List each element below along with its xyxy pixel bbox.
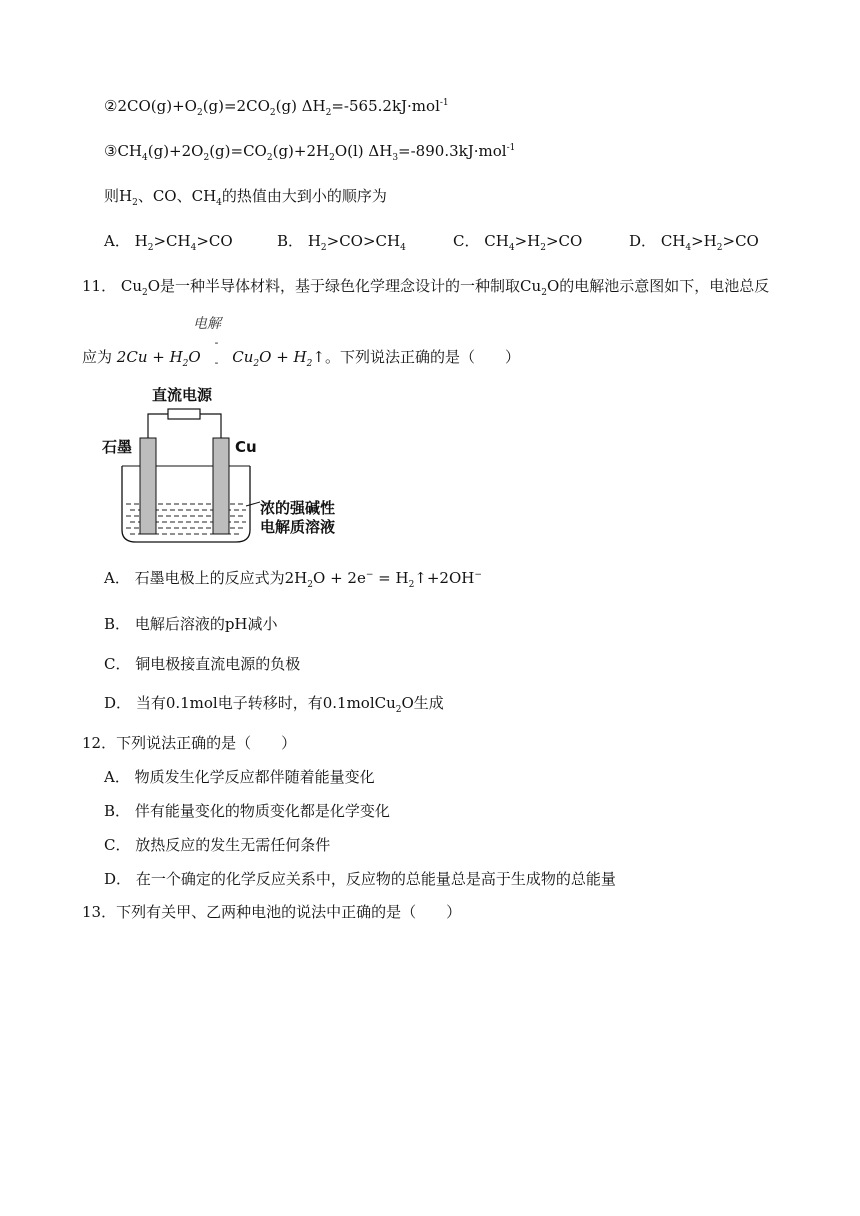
option-text: 石墨电极上的反应式为2H xyxy=(134,569,308,587)
subscript: 2 xyxy=(142,288,148,298)
option-text: = H xyxy=(373,569,409,587)
q12-option-c[interactable] xyxy=(104,834,330,855)
option-text: H xyxy=(307,232,321,250)
subscript: 2 xyxy=(306,359,313,369)
option-label: C． xyxy=(453,232,480,250)
option-label: A． xyxy=(104,768,130,786)
circled-number: ③ xyxy=(104,142,118,160)
subscript: 2 xyxy=(132,198,138,208)
q10-option-d[interactable] xyxy=(629,230,759,251)
subscript: 2 xyxy=(147,243,154,253)
subscript: 2 xyxy=(266,153,273,163)
copper-electrode-label: Cu xyxy=(235,438,257,456)
stem-text: ↑。下列说法正确的是（ ） xyxy=(312,348,520,366)
q10-option-a[interactable] xyxy=(104,230,233,251)
option-text: 物质发生化学反应都伴随着能量变化 xyxy=(134,768,375,786)
option-label: A． xyxy=(104,232,130,250)
subscript: 2 xyxy=(182,359,189,369)
option-text: H xyxy=(134,232,148,250)
option-label: D． xyxy=(104,870,132,888)
stem-text: 下列说法正确的是（ ） xyxy=(116,734,297,752)
subscript: 4 xyxy=(685,243,692,253)
eq-text: (g)=2CO xyxy=(202,97,270,115)
eq-text: CH xyxy=(117,142,143,160)
option-label: B． xyxy=(104,615,131,633)
solution-label-line1: 浓的强碱性 xyxy=(260,499,336,517)
option-text: O + 2e xyxy=(313,569,366,587)
stem-text: O的电解池示意图如下，电池总反 xyxy=(546,277,770,295)
question-number: 11． xyxy=(82,277,117,295)
eq-text: =-890.3kJ·mol xyxy=(398,142,507,160)
stem-text: O是一种半导体材料，基于绿色化学理念设计的一种制取Cu xyxy=(147,277,542,295)
option-text: >H xyxy=(691,232,717,250)
q11-stem-line1 xyxy=(82,276,769,296)
option-text: 放热反应的发生无需任何条件 xyxy=(135,836,331,854)
option-label: B． xyxy=(104,802,131,820)
equation-right: Cu xyxy=(232,348,254,366)
equation-3 xyxy=(104,141,515,161)
equilibrium-dash-icon: - - xyxy=(214,336,219,369)
subscript: 4 xyxy=(400,243,406,253)
option-text: O生成 xyxy=(401,694,444,712)
eq-text: =-565.2kJ·mol xyxy=(331,97,440,115)
option-text: >CO>CH xyxy=(326,232,401,250)
eq-text: (g)+2O xyxy=(147,142,204,160)
subscript: 2 xyxy=(716,243,723,253)
stem-text: 应为 xyxy=(82,348,113,366)
option-label: A． xyxy=(104,569,130,587)
superscript: − xyxy=(365,570,374,580)
subscript: 2 xyxy=(307,580,313,590)
option-text: 铜电极接直流电源的负极 xyxy=(135,655,301,673)
eq-text: (g) ΔH xyxy=(275,97,326,115)
subscript: 2 xyxy=(269,108,276,118)
superscript: − xyxy=(474,570,482,580)
subscript: 2 xyxy=(325,108,332,118)
subscript: 3 xyxy=(392,153,399,163)
q13-stem xyxy=(82,902,461,922)
equation-right: O + H xyxy=(259,348,307,366)
subscript: 4 xyxy=(142,153,148,163)
question-number: 12． xyxy=(82,734,117,752)
q11-option-b[interactable] xyxy=(104,613,278,634)
label-leader-line xyxy=(246,502,260,506)
q12-stem xyxy=(82,733,296,753)
solution-label-line2: 电解质溶液 xyxy=(260,518,336,536)
subscript: 2 xyxy=(395,705,402,715)
equation-left: 2Cu + H xyxy=(116,348,183,366)
prompt-text: 、CO、CH xyxy=(137,187,217,205)
option-text: 当有0.1mol电子转移时，有0.1molCu xyxy=(135,694,396,712)
subscript: 2 xyxy=(253,359,260,369)
prompt-text: 则H xyxy=(104,187,133,205)
subscript: 2 xyxy=(540,243,546,253)
graphite-electrode xyxy=(140,438,156,534)
subscript: 2 xyxy=(320,243,327,253)
q12-option-d[interactable] xyxy=(104,868,616,889)
option-text: >CO xyxy=(196,232,233,250)
option-text: >CH xyxy=(153,232,191,250)
q11-option-d[interactable] xyxy=(104,692,444,713)
wire-right xyxy=(200,414,221,438)
stem-text: 下列有关甲、乙两种电池的说法中正确的是（ ） xyxy=(116,903,462,921)
q11-option-c[interactable] xyxy=(104,653,300,674)
subscript: 2 xyxy=(408,580,415,590)
equation-left: O xyxy=(188,348,201,366)
superscript: -1 xyxy=(439,98,449,108)
q10-option-c[interactable] xyxy=(453,230,582,251)
option-text: ↑+2OH xyxy=(414,569,475,587)
option-text: CH xyxy=(660,232,686,250)
option-text: >CO xyxy=(722,232,759,250)
subscript: 2 xyxy=(196,108,203,118)
subscript: 2 xyxy=(541,288,547,298)
subscript: 4 xyxy=(190,243,197,253)
option-text: >H xyxy=(514,232,541,250)
q10-option-b[interactable] xyxy=(277,230,406,251)
q11-stem-line2 xyxy=(82,333,520,373)
subscript: 4 xyxy=(216,198,222,208)
superscript: -1 xyxy=(506,143,516,153)
copper-electrode xyxy=(213,438,229,534)
option-label: D． xyxy=(104,694,132,712)
option-text: CH xyxy=(484,232,509,250)
option-text: >CO xyxy=(545,232,583,250)
option-label: C． xyxy=(104,655,131,673)
eq-text: 2CO(g)+O xyxy=(117,97,197,115)
option-text: 电解后溶液的pH减小 xyxy=(134,615,278,633)
subscript: 2 xyxy=(329,153,335,163)
question-number: 13． xyxy=(82,903,117,921)
electrolysis-cell-diagram xyxy=(100,380,370,550)
option-text: 在一个确定的化学反应关系中，反应物的总能量总是高于生成物的总能量 xyxy=(135,870,616,888)
wire-left xyxy=(148,414,168,438)
option-label: C． xyxy=(104,836,131,854)
subscript: 2 xyxy=(203,153,210,163)
eq-text: (g)+2H xyxy=(272,142,330,160)
stem-text: Cu xyxy=(120,277,143,295)
electrolysis-condition: 电解 xyxy=(193,316,221,332)
eq-text: (g)=CO xyxy=(209,142,267,160)
circled-number: ② xyxy=(104,97,118,115)
equation-2 xyxy=(104,96,449,116)
power-source-label: 直流电源 xyxy=(152,386,213,404)
q12-option-b[interactable] xyxy=(104,800,390,821)
option-label: D． xyxy=(629,232,657,250)
eq-text: O(l) ΔH xyxy=(334,142,393,160)
graphite-electrode-label: 石墨 xyxy=(102,438,133,456)
prompt-text: 的热值由大到小的顺序为 xyxy=(221,187,387,205)
option-label: B． xyxy=(277,232,304,250)
resistor-icon xyxy=(168,409,200,419)
q10-prompt xyxy=(104,186,387,206)
option-text: 伴有能量变化的物质变化都是化学变化 xyxy=(134,802,390,820)
subscript: 4 xyxy=(508,243,515,253)
q11-option-a[interactable] xyxy=(104,567,482,588)
q12-option-a[interactable] xyxy=(104,766,375,787)
